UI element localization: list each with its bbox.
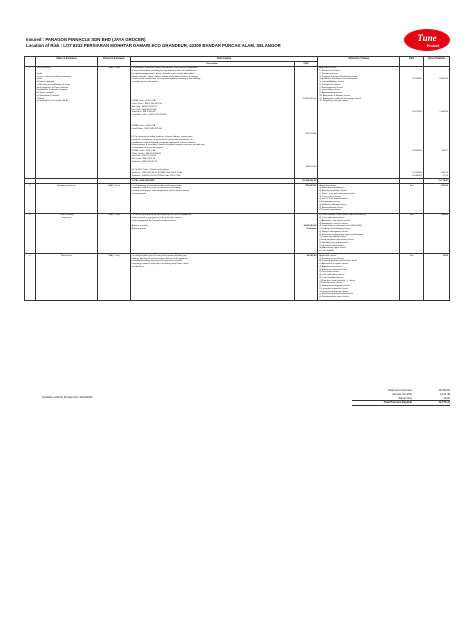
extension-line: n) Malicious damage endorsement: [319, 293, 353, 296]
total-premium: 12,774.47: [424, 179, 450, 184]
extension-line: 2. Workmen clause: [319, 72, 339, 75]
summary-row: [352, 400, 450, 406]
class-line: e) Windstorm (Outside): [36, 94, 60, 97]
extension-line: f) Loss payee clause: [319, 271, 340, 274]
description-line: furniture and fittings, office equipment, plant and machinery: [131, 190, 190, 193]
class-of-insurance: [35, 213, 98, 254]
class-of-insurance: [35, 254, 98, 300]
extension-line: o) Reinstatement sums clause: [319, 296, 349, 299]
document-header: [26, 37, 281, 49]
class-line: c) Bursting or overflowing of water: [36, 83, 70, 86]
extension-line: l) Lift clause endorsement: [319, 244, 345, 247]
description-line: Fire Cafe - RM 8,422.46: [131, 158, 156, 161]
extension-line: 6. Designation clause: [319, 83, 341, 86]
premium-summary: [352, 389, 450, 406]
row-number: 1: [25, 66, 36, 178]
tune-protect-logo: [403, 28, 451, 52]
class-line: Earthquake & volcanic eruption: [36, 89, 68, 92]
class-line: Insurance: [61, 217, 72, 220]
description-line: of every description including but not limited to lifts, air conditioners,: [131, 70, 198, 73]
table-row: [25, 184, 450, 214]
table-row: [25, 254, 450, 300]
extension-line: h) Non-vessel advertising signs endorsement: [319, 233, 364, 236]
extension-line: c) Alterations & repairs clause: [319, 263, 349, 266]
extension-line: f) Loading and unloading clause: [319, 228, 351, 231]
description-line: blinds, awnings, signs, utilities, indoor and outdoor fixtures or fittings,: [131, 75, 199, 78]
description-line: To indemnify bodily injury and property loss due to negligence: [131, 214, 192, 217]
description-line: partitions, extensions, improvements, electrical installations, air: [131, 138, 193, 141]
row-number: 2: [25, 184, 36, 214]
extension-line: b) Loss notification clause: [319, 217, 345, 220]
description-line: PVMB Code : 2033 C1A: [131, 149, 156, 152]
summary-row: [352, 397, 450, 401]
description-line: Starbuck - RM 135,561.25: [131, 160, 158, 163]
class-line: d) Storm, tempest: [36, 92, 55, 95]
class-line: b) Impact damage: [36, 81, 55, 84]
sum-insured-value: 250,000.00: [305, 184, 317, 187]
extension-line: 10. Alterations & Repairs clause: [319, 94, 351, 97]
extension-line: 4. Architects Surveyors & consultant fee: [319, 78, 359, 81]
description-line: (ii) On BCC Infra :- Unsecured lighting: [131, 169, 169, 172]
description-line: Insured or held in trust or on commission including: [131, 187, 181, 190]
coverage-schedule-table: [24, 56, 450, 301]
header-class: Class of Insurance: [35, 57, 98, 67]
extension-line: h) Reinstatement clause: [319, 206, 343, 209]
extension-line: m) Advertising signs clause: [319, 247, 346, 250]
risk-location-line: Location of Risk : LOT 8232 PERSIARAN MOHHTAR DAMARI ECO GRANDEUR, 42300 BANDAR PUNCAK ALAM, SELANGOR: [26, 43, 281, 48]
description-line: Anyone accident: [131, 225, 148, 228]
extension-line: c) Safes, cash and cash accessories: [319, 192, 355, 195]
extension-clause: [318, 66, 400, 178]
extension-line: e) Fire & Theft reinstatement: [319, 198, 348, 201]
total-label: TOTAL SUM INSURED: [130, 179, 294, 184]
description-line: services and connections of every description pertaining to the building,: [131, 78, 201, 81]
description-line: Other Limits :- RM 161,809.80: [131, 152, 161, 155]
sum-insured-value: Unlimited: [306, 228, 317, 231]
description-line: Load Driver - RM 7,093,375.86: [131, 127, 162, 130]
rate-value: 0.14535%: [412, 171, 423, 174]
description-line: Jue Cafe - RM 31,472.56: [131, 155, 157, 158]
class-of-insurance: [35, 66, 98, 178]
class-line: tank apparatus of Pipes (without: [36, 86, 69, 89]
description-line: excluding residents plate glass including shop fronts, doors: [131, 263, 189, 266]
summary-label: Total Premium Payable: [383, 401, 412, 405]
description: [130, 254, 294, 300]
premium-value: 2,946.95: [439, 111, 448, 114]
description-line: fire fighting equipment's, glass, tilt work, scale model, plate glass,: [131, 72, 195, 75]
extension-line: Applicable clause: [319, 67, 337, 70]
rate-value: 0.16904%: [412, 149, 423, 152]
logo-subtext: Protect: [426, 44, 440, 48]
extension-line: a) Hold-ups and robbery: [319, 187, 343, 190]
extension-line: Applicable clause: [319, 254, 337, 257]
extension-line: a) Cross liability clause (MEDICAL EXPENSES): [319, 214, 366, 217]
summary-value: 14,773.47: [438, 401, 450, 405]
gross-premium: 350.00: [424, 213, 450, 254]
description-line: 3rd Cafe - RM 419,072.11: [131, 105, 157, 108]
row-number: 4: [25, 254, 36, 300]
period-of-insurance: TBA (1 Year): [98, 213, 130, 254]
description-line: Sub-Limit - RM 6,330.48: [131, 111, 156, 114]
summary-value: 10.00: [443, 396, 450, 400]
extension-clause: [318, 184, 400, 214]
class-line: perils: [36, 78, 43, 81]
extension-line: l) Cessation of interest clause: [319, 287, 349, 290]
description: [130, 213, 294, 254]
extension-line: i) Contractual liability clause: [319, 236, 347, 239]
sum-insured-value: 248,015.50: [305, 166, 317, 169]
description-line: Guardfour Lab 1 - RM 3,123,133.89: [131, 114, 167, 117]
summary-value: 13,350.00: [438, 389, 450, 392]
header-premium: Gross Premium: [424, 57, 450, 67]
insured-line: Insured : PARAGON PINNACLE SDN BHD (JAYA GROCER): [26, 37, 146, 42]
extension-line: m) Temporary damage clause: [319, 290, 349, 293]
extension-line: 9. Appraisement clause: [319, 92, 343, 95]
premium-value: 354.27: [441, 149, 448, 152]
sum-insured: [294, 213, 318, 254]
extension-line: n) Loss liability: [319, 250, 334, 253]
row-number: 3: [25, 213, 36, 254]
extension-line: e) Automatic renewal clause: [319, 268, 347, 271]
description-line: Starbuck - RM 86,761.50 (PVMB Code 2202 C1A): [131, 174, 181, 177]
extension-line: 8. Outbuilding clause: [319, 89, 340, 92]
description-line: including hoardings framing of the premises insured: [131, 260, 182, 263]
sum-insured-value-gap: [296, 175, 317, 178]
extension-line: 7. Reinstatement clause: [319, 86, 343, 89]
rate: Flat: [400, 184, 424, 214]
rate: [400, 66, 424, 178]
extension-line: g) Waiver subrogation clause: [319, 230, 348, 233]
logo-text: Tune: [417, 33, 437, 43]
sum-insured-value: 21,303,624.52: [302, 97, 317, 100]
description-line: PVMB Code : 2033 C1A: [131, 100, 156, 103]
premium-value: 8,883.65: [439, 78, 448, 81]
premium-value: 343.14: [441, 171, 448, 174]
extension-line: 3. Property Damage Clarification clause: [319, 75, 358, 78]
gross-premium: [424, 66, 450, 178]
description-line: conditioners and all lighting, computer equipment, kitchen utensils,: [131, 141, 196, 144]
summary-label: Service Tax (8%): [392, 392, 412, 396]
description-line: Anyone period: [131, 228, 146, 231]
description-line: lighting, painting or ornamentation thereon and equipment: [131, 257, 188, 260]
extension-line: 11. Aggregate conditions of average clause: [319, 97, 362, 100]
extension-line: j) Food and drink processing clause: [319, 239, 354, 242]
class-line: a) Fire, strikes & malicious damage: [36, 75, 71, 78]
extension-line: b) Banking of takings clause: [319, 190, 347, 193]
header-period: Period of Insurance: [98, 57, 130, 67]
description-line: (i) On contents including furniture, fixtures, fittings, renovations,: [131, 136, 193, 139]
description-line: On all fixed plate glass of every description including any: [131, 254, 187, 257]
extension-line: g) Malicious damage clause: [319, 203, 347, 206]
table-row: [25, 66, 450, 178]
sum-insured: [294, 184, 318, 214]
extension-line: i) Premium adjustment: [319, 209, 342, 212]
sum-insured-value: 2,000,000.00: [303, 225, 317, 228]
extension-line: e) Lower effects extension (Limit RM 5,000): [319, 225, 362, 228]
summary-value: 1,101.48: [439, 392, 450, 396]
summary-label: Stamp Duty: [398, 396, 412, 400]
class-line: Fire Insurance: [36, 67, 51, 70]
validity-note: Quotation valid for 30 days from 14/02/2023: [42, 396, 93, 399]
sum-insured: [294, 254, 318, 300]
class-line: Plate Glass: [60, 254, 73, 257]
description-line: PVMB Code : 2206 C1A: [131, 125, 156, 128]
class-line: Perils:: [36, 72, 43, 75]
extension-line: 12. Temporary storage clause: [319, 100, 349, 103]
class-line: f) Flood: [36, 97, 45, 100]
description: [130, 66, 294, 178]
extension-line: b) Property damage clarification clause: [319, 260, 358, 263]
sum-insured: [294, 66, 318, 178]
sum-insured-value: 393,213.66: [305, 133, 317, 136]
rate: Flat: [400, 254, 424, 300]
header-no: [25, 57, 36, 67]
class-line: Public Liability: [59, 214, 74, 217]
sum-insured-value: 50,000.00: [306, 254, 317, 257]
gross-premium: 75.00: [424, 254, 450, 300]
description-line: Fire Cafe - RM 80,013.46: [131, 108, 157, 111]
description-line: Starbuck - RM 193,245.30 (PVMB Code 2002 C1A): [131, 171, 182, 174]
header-extension: Extension / Clause: [318, 57, 400, 67]
class-of-insurance: [35, 184, 98, 214]
header-rate: Rate: [400, 57, 424, 67]
tune-protect-logo-icon: [403, 28, 451, 52]
extension-line: d) Employers's effects clause: [319, 222, 348, 225]
summary-label: Total Gross Premium: [387, 389, 412, 392]
header-rm: (RM): [294, 61, 318, 66]
extension-line: 1. Removal of Debris: [319, 70, 340, 73]
description-line: Other Limit :- RM 2,345,361.34: [131, 103, 162, 106]
extension-line: c) Alterations and repairs clause: [319, 219, 351, 222]
gross-premium: 200.00: [424, 184, 450, 214]
extension-line: Applicable clause: [319, 184, 337, 187]
description: [130, 184, 294, 214]
class-line: Burglary Insurance: [57, 184, 76, 187]
rate: Flat: [400, 213, 424, 254]
table-row: [25, 213, 450, 254]
description-line: and equipment: [131, 192, 147, 195]
rate-value: 0.07519%: [412, 111, 423, 114]
extension-line: h) Cross Liability clause: [319, 276, 343, 279]
extension-line: d) Cash in safe clause: [319, 195, 341, 198]
description-line: of the insured or any person in the Insured's service: [131, 217, 182, 220]
total-sum-insured: 22,828,902.38: [294, 179, 318, 184]
premium-value: 75.13: [442, 174, 448, 177]
description-line: On buildings, extension, plant, mechanical, and electrical equipment: [131, 67, 198, 70]
extension-line: d) Appraisement clause: [319, 265, 343, 268]
period-of-insurance: TBA (1 Year): [98, 184, 130, 214]
extension-line: f) Designation clause: [319, 201, 340, 204]
extension-clause: [318, 213, 400, 254]
header-sum-insured: Sum Insured: [130, 57, 318, 62]
description-line: including stores and reefers: [131, 81, 159, 84]
extension-line: j) Reinstatement clause: [319, 282, 343, 285]
description-line: while engaged in the Insured's trade business: [131, 219, 176, 222]
extension-line: 5. Capital Addition clause: [319, 81, 344, 84]
extension-line: i) Plate-less sheet (without ...) clause: [319, 279, 356, 282]
description-line: Entertainment & Insurance Goods including computer systems records and: [131, 144, 205, 147]
rate-value: 0.15049%: [412, 78, 423, 81]
period-of-insurance: TBA (1 Year): [98, 254, 130, 300]
description-line: connections of every description: [131, 147, 163, 150]
class-line: g) Subsidence & Landslip (SLA): [36, 100, 68, 103]
extension-line: g) Loss notification clause: [319, 274, 345, 277]
description-line: On all property of every description belonging to the: [131, 184, 182, 187]
rate-value: 0.03000%: [412, 174, 423, 177]
extension-line: a) Premium cover clause: [319, 257, 344, 260]
period-of-insurance: TBA (1 Year): [98, 66, 130, 178]
extension-clause: [318, 254, 400, 300]
extension-line: k) Emergency mitigation clause: [319, 285, 350, 288]
extension-line: k) Workplay risk endorsement: [319, 241, 349, 244]
header-description: Description: [130, 61, 294, 66]
description-line: and the likes: [131, 265, 144, 268]
